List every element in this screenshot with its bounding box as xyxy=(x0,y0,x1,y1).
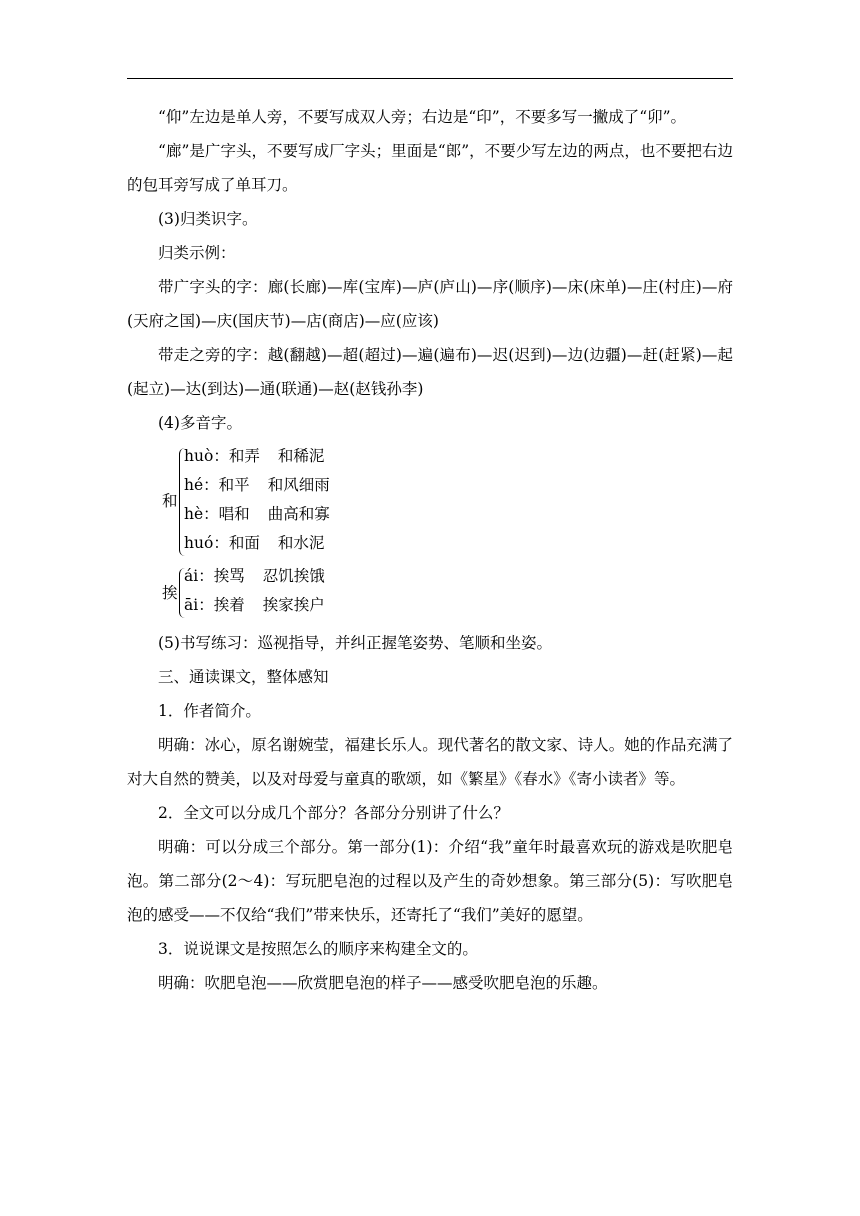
polyphone-row: hè：唱和 曲高和寡 xyxy=(184,505,330,523)
word: 挨着 xyxy=(213,596,245,614)
section-3-title: (3)归类识字。 xyxy=(158,210,258,228)
question-2: 2．全文可以分成几个部分？各部分分别讲了什么？ xyxy=(158,804,509,822)
answer-3: 明确：吹肥皂泡——欣赏肥皂泡的样子——感受吹肥皂泡的乐趣。 xyxy=(158,974,608,992)
polyphone-row: huò：和弄 和稀泥 xyxy=(184,447,325,465)
polyphone-he xyxy=(127,442,733,560)
word: 和风细雨 xyxy=(267,476,330,494)
word: 和稀泥 xyxy=(277,447,325,465)
polyphone-ai xyxy=(127,562,733,624)
word: 挨骂 xyxy=(213,567,245,585)
word: 挨家挨户 xyxy=(262,596,325,614)
group-guang-radical: 带广字头的字：廊(长廊)—库(宝库)—庐(庐山)—序(顺序)—床(床单)—庄(村庄)—府(天府之国)—庆(国庆节)—店(商店)—应(应该) xyxy=(127,278,733,330)
word: 曲高和寡 xyxy=(267,505,330,523)
brace-ai xyxy=(179,568,188,618)
group-zou-radical: 带走之旁的字：越(翻越)—超(超过)—遍(遍布)—迟(迟到)—边(边疆)—赶(赶紧)—起(起立)—达(到达)—通(联通)—赵(赵钱孙李) xyxy=(127,346,733,398)
paragraph-lang: “廊”是广字头，不要写成厂字头；里面是“郎”，不要少写左边的两点，也不要把右边的包耳旁写成了单耳刀。 xyxy=(127,142,733,194)
part-3-title: 三、通读课文，整体感知 xyxy=(158,668,329,686)
polyphone-row: ái：挨骂 忍饥挨饿 xyxy=(184,567,325,585)
document-body xyxy=(127,100,733,1000)
pinyin: huò xyxy=(184,447,214,465)
section-5: (5)书写练习：巡视指导，并纠正握笔姿势、笔顺和坐姿。 xyxy=(158,634,552,652)
answer-1: 明确：冰心，原名谢婉莹，福建长乐人。现代著名的散文家、诗人。她的作品充满了对大自然的赞美，以及对母爱与童真的歌颂，如《繁星》《春水》《寄小读者》等。 xyxy=(127,736,733,788)
pinyin: hè xyxy=(184,505,204,523)
brace-he xyxy=(179,448,188,556)
answer-2: 明确：可以分成三个部分。第一部分(1)：介绍“我”童年时最喜欢玩的游戏是吹肥皂泡。第二部分(2～4)：写玩肥皂泡的过程以及产生的奇妙想象。第三部分(5)：写吹肥皂泡的感受——不仅给“我们”带来快乐，还寄托了“我们”美好的愿望。 xyxy=(127,838,733,924)
polyphone-char-ai: 挨 xyxy=(162,584,178,602)
word: 忍饥挨饿 xyxy=(262,567,325,585)
examples-label: 归类示例： xyxy=(158,244,236,262)
polyphone-row: āi：挨着 挨家挨户 xyxy=(184,596,325,614)
pinyin: āi xyxy=(184,596,199,614)
pinyin: hé xyxy=(184,476,204,494)
word: 唱和 xyxy=(218,505,250,523)
paragraph-yang: “仰”左边是单人旁，不要写成双人旁；右边是“印”，不要多写一撇成了“卯”。 xyxy=(158,108,687,126)
word: 和水泥 xyxy=(277,534,325,552)
word: 和平 xyxy=(218,476,250,494)
pinyin: huó xyxy=(184,534,214,552)
pinyin: ái xyxy=(184,567,199,585)
word: 和弄 xyxy=(228,447,260,465)
question-1: 1．作者简介。 xyxy=(158,702,261,720)
header-rule xyxy=(127,78,733,79)
section-4-title: (4)多音字。 xyxy=(158,414,242,432)
polyphone-char-he: 和 xyxy=(162,492,178,510)
word: 和面 xyxy=(228,534,260,552)
question-3: 3．说说课文是按照怎么的顺序来构建全文的。 xyxy=(158,940,478,958)
polyphone-row: hé：和平 和风细雨 xyxy=(184,476,330,494)
polyphone-row: huó：和面 和水泥 xyxy=(184,534,325,552)
